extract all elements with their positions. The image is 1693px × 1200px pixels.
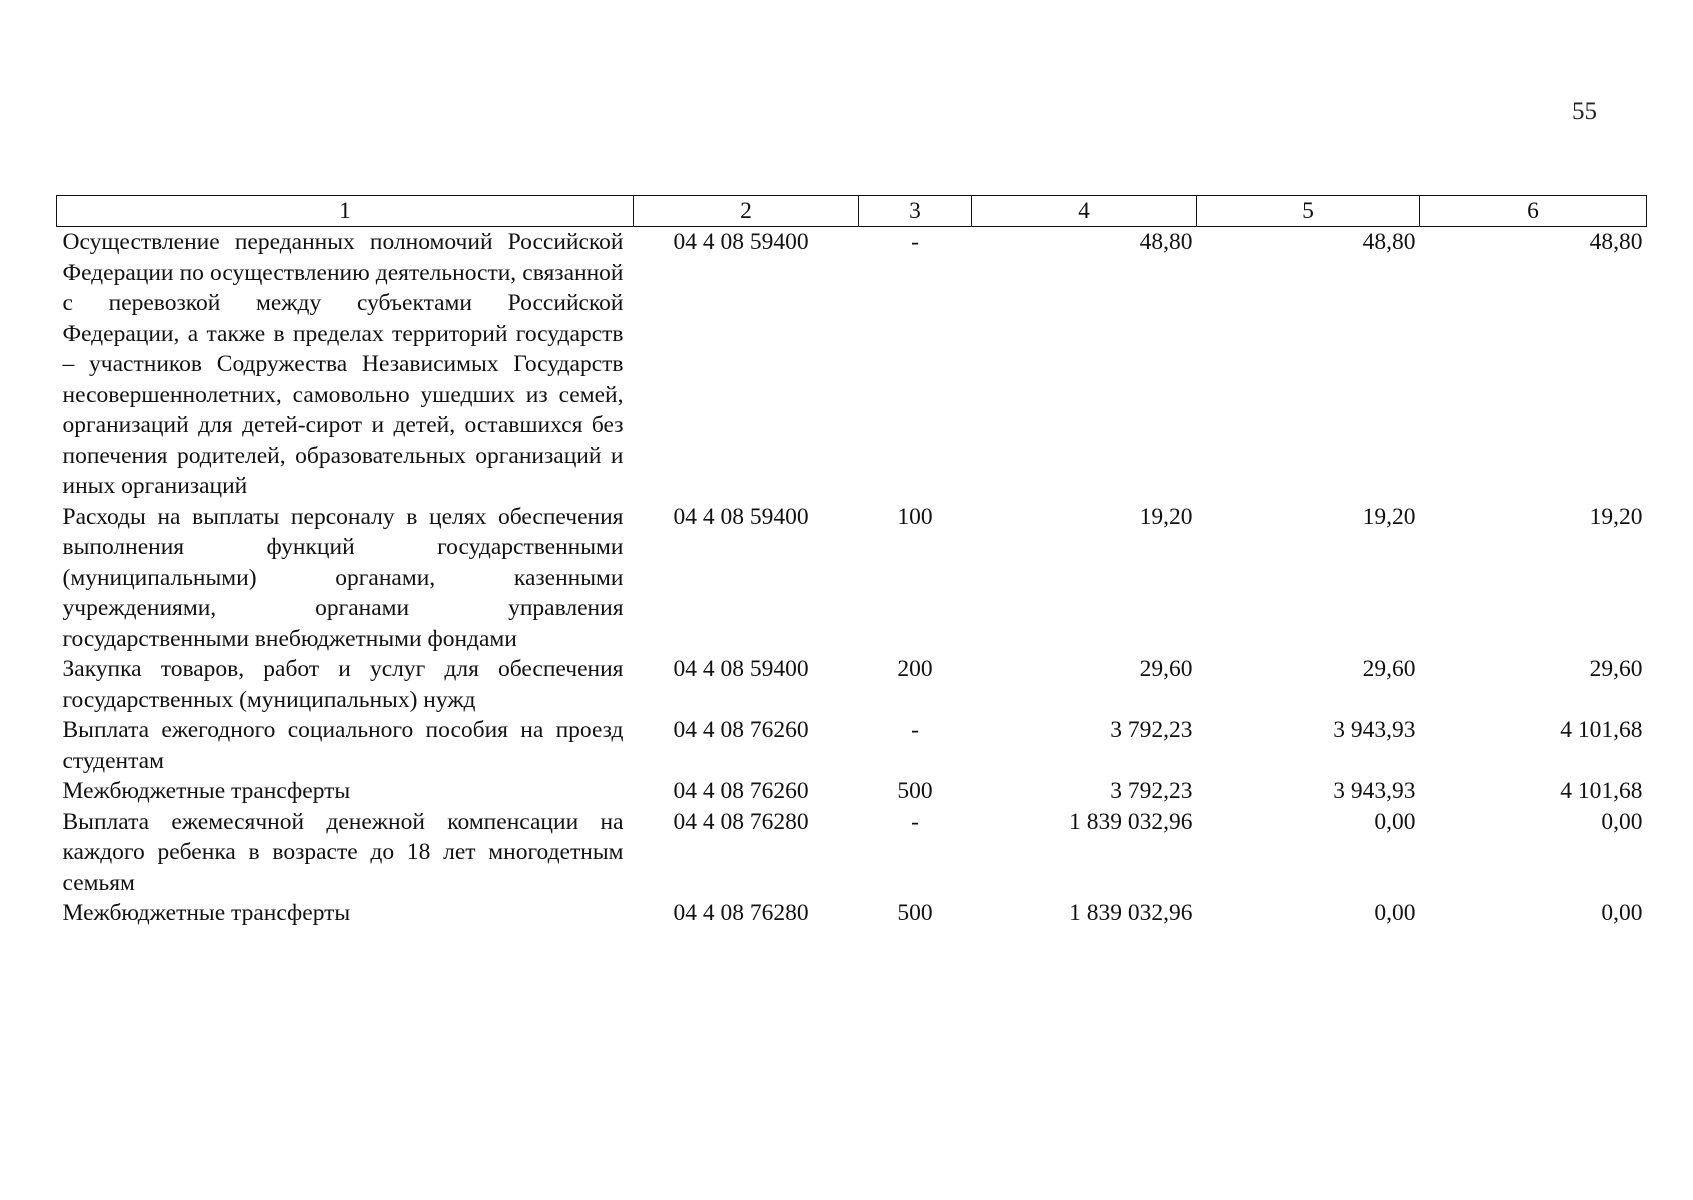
- table-row: [57, 898, 1647, 929]
- row-type-cell: -: [911, 717, 919, 743]
- column-header-4: 4: [972, 196, 1197, 227]
- row-value-6-cell: 0,00: [1601, 900, 1643, 926]
- column-header-5: 5: [1197, 196, 1420, 227]
- row-name-cell: Расходы на выплаты персоналу в целях обеспечения выполнения функций государственными (муниципальными) органами, казенными учреждениями, органами управления государственными внебюджетными фондами: [62, 503, 624, 652]
- row-name-cell: Межбюджетные трансферты: [62, 778, 351, 804]
- row-value-6-cell: 19,20: [1589, 503, 1643, 530]
- column-header-3: 3: [859, 196, 972, 227]
- row-value-5-cell: 3 943,93: [1333, 717, 1416, 743]
- row-type-cell: -: [911, 229, 919, 255]
- row-value-4-cell: 3 792,23: [1110, 717, 1193, 743]
- row-value-6-cell: 48,80: [1589, 229, 1643, 255]
- budget-table: [56, 195, 1647, 929]
- row-value-5-cell: 0,00: [1374, 808, 1416, 835]
- row-value-4-cell: 29,60: [1139, 656, 1193, 682]
- table-header: [57, 196, 1647, 227]
- row-value-6-cell: 29,60: [1589, 656, 1643, 682]
- row-type-cell: 500: [897, 900, 933, 926]
- column-header-1: 1: [57, 196, 634, 227]
- row-value-4-cell: 1 839 032,96: [1069, 900, 1193, 926]
- table-row: [57, 502, 1647, 655]
- page-number: 55: [1572, 98, 1597, 125]
- row-code-cell: 04 4 08 59400: [673, 229, 809, 255]
- row-name-cell: Межбюджетные трансферты: [62, 900, 351, 926]
- row-name-cell: Выплата ежемесячной денежной компенсации на каждого ребенка в возрасте до 18 лет многодетным семьям: [62, 808, 624, 896]
- row-value-5-cell: 19,20: [1362, 503, 1416, 530]
- table-row: [57, 654, 1647, 715]
- row-value-4-cell: 19,20: [1139, 503, 1193, 530]
- row-name-cell: Закупка товаров, работ и услуг для обеспечения государственных (муниципальных) нужд: [62, 656, 624, 713]
- table-row: [57, 715, 1647, 776]
- row-code-cell: 04 4 08 76260: [673, 717, 809, 743]
- row-name-cell: Выплата ежегодного социального пособия на проезд студентам: [62, 717, 624, 774]
- row-value-4-cell: 3 792,23: [1110, 778, 1193, 804]
- table-row: [57, 807, 1647, 899]
- row-type-cell: 200: [897, 656, 933, 682]
- row-code-cell: 04 4 08 76280: [673, 900, 809, 926]
- row-type-cell: 100: [897, 503, 933, 530]
- row-value-5-cell: 29,60: [1362, 656, 1416, 682]
- row-code-cell: 04 4 08 76280: [673, 808, 809, 835]
- row-code-cell: 04 4 08 59400: [673, 656, 809, 682]
- table-row: [57, 776, 1647, 807]
- row-code-cell: 04 4 08 76260: [673, 778, 809, 804]
- row-value-5-cell: 3 943,93: [1333, 778, 1416, 804]
- row-value-4-cell: 1 839 032,96: [1069, 808, 1193, 835]
- row-value-5-cell: 0,00: [1374, 900, 1416, 926]
- row-name-cell: Осуществление переданных полномочий Российской Федерации по осуществлению деятельности, связанной с перевозкой между субъектами Российской Федерации, а также в пределах территорий государств – участников Содружества Независимых Государств несовершеннолетних, самовольно ушедших из семей, организаций для детей-сирот и детей, оставшихся без попечения родителей, образовательных организаций и иных организаций: [62, 229, 624, 499]
- table-row: [57, 227, 1647, 502]
- row-value-6-cell: 4 101,68: [1560, 717, 1643, 743]
- row-code-cell: 04 4 08 59400: [673, 503, 809, 530]
- row-value-6-cell: 4 101,68: [1560, 778, 1643, 804]
- row-type-cell: -: [911, 808, 919, 835]
- row-type-cell: 500: [897, 778, 933, 804]
- row-value-6-cell: 0,00: [1601, 808, 1643, 835]
- row-value-5-cell: 48,80: [1362, 229, 1416, 255]
- column-header-2: 2: [634, 196, 859, 227]
- row-value-4-cell: 48,80: [1139, 229, 1193, 255]
- column-header-6: 6: [1420, 196, 1647, 227]
